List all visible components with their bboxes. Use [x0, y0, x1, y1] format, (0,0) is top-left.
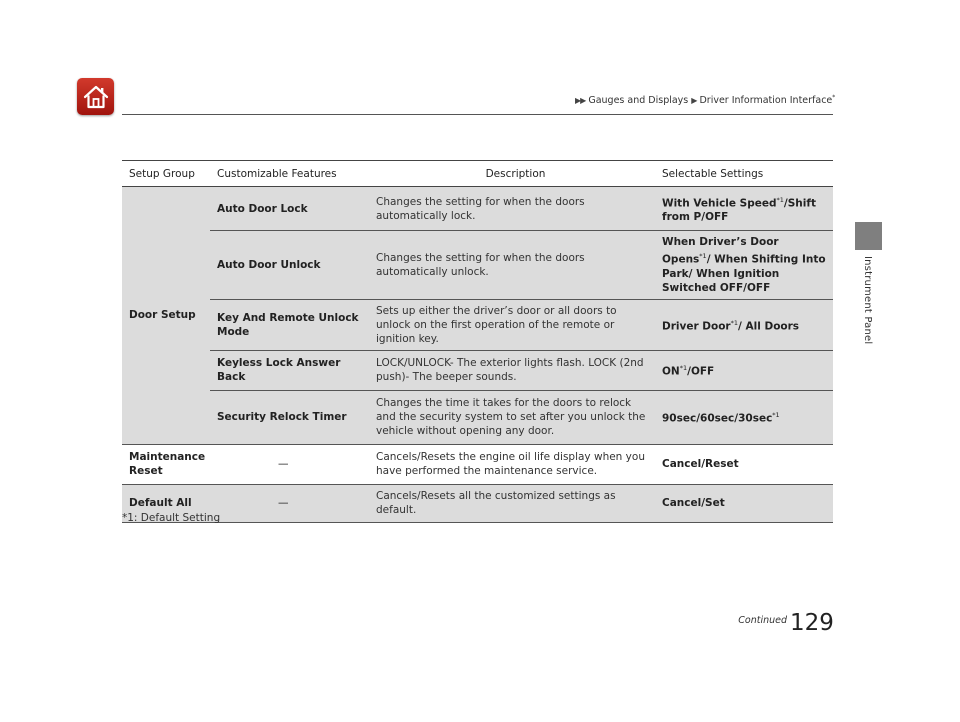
section-tab-label: Instrument Panel — [862, 256, 873, 345]
group-default-all: Default All — [122, 484, 210, 522]
group-door-setup: Door Setup — [122, 187, 210, 445]
header-customizable-features: Customizable Features — [210, 161, 369, 187]
feature-settings: Cancel/Set — [655, 484, 833, 522]
header-selectable-settings: Selectable Settings — [655, 161, 833, 187]
feature-name: Key And Remote Unlock Mode — [210, 299, 369, 350]
feature-description: Cancels/Resets all the customized settings as default. — [369, 484, 655, 522]
table-row — [122, 350, 833, 390]
header-description: Description — [369, 161, 655, 187]
table-row — [122, 231, 833, 300]
feature-name: — — [210, 444, 369, 484]
breadcrumb-arrow-icon: ▶▶ — [575, 96, 586, 106]
group-maintenance-reset: Maintenance Reset — [122, 444, 210, 484]
breadcrumb-link-driver-info[interactable]: Driver Information Interface — [699, 95, 833, 107]
feature-name: Keyless Lock Answer Back — [210, 350, 369, 390]
feature-description: Changes the time it takes for the doors to relock and the security system to set after you unlock the vehicle without opening any door. — [369, 390, 655, 444]
table-row — [122, 484, 833, 522]
table-row — [122, 390, 833, 444]
header-divider — [122, 114, 833, 115]
table-header-row — [122, 161, 833, 187]
breadcrumb — [575, 94, 835, 106]
feature-name: — — [210, 484, 369, 522]
breadcrumb-link-gauges[interactable]: Gauges and Displays — [588, 95, 689, 107]
section-tab[interactable] — [855, 222, 882, 250]
feature-settings: With Vehicle Speed$^{*1}$/Shift from P/OFF — [655, 187, 833, 231]
footnote-default-setting: *1: Default Setting — [122, 512, 221, 524]
table-row — [122, 187, 833, 231]
feature-name: Security Relock Timer — [210, 390, 369, 444]
feature-description: Changes the setting for when the doors automatically lock. — [369, 187, 655, 231]
feature-description: Sets up either the driver’s door or all doors to unlock on the first operation of the remote or ignition key. — [369, 299, 655, 350]
feature-name: Auto Door Unlock — [210, 231, 369, 300]
settings-table — [122, 160, 833, 523]
breadcrumb-footnote-mark: * — [832, 94, 836, 101]
continued-label: Continued — [738, 615, 787, 626]
home-icon — [83, 85, 109, 109]
feature-description: Changes the setting for when the doors automatically unlock. — [369, 231, 655, 300]
feature-settings: When Driver’s Door Opens$^{*1}$/ When Shifting Into Park/ When Ignition Switched OFF/OFF — [655, 231, 833, 300]
feature-settings: $90\sec/60\sec/30\sec^{*1}$ — [655, 390, 833, 444]
feature-description: LOCK/UNLOCK- The exterior lights flash. LOCK (2nd push)- The beeper sounds. — [369, 350, 655, 390]
feature-name: Auto Door Lock — [210, 187, 369, 231]
feature-settings: Cancel/Reset — [655, 444, 833, 484]
home-button[interactable] — [77, 78, 114, 115]
header-setup-group: Setup Group — [122, 161, 210, 187]
table-row — [122, 299, 833, 350]
feature-settings: ON$^{*1}$/OFF — [655, 350, 833, 390]
breadcrumb-arrow-icon: ▶ — [691, 96, 697, 106]
feature-settings: Driver Door$^{*1}$/ All Doors — [655, 299, 833, 350]
table-row — [122, 444, 833, 484]
page-number: 129 — [790, 610, 834, 636]
feature-description: Cancels/Resets the engine oil life display when you have performed the maintenance service. — [369, 444, 655, 484]
